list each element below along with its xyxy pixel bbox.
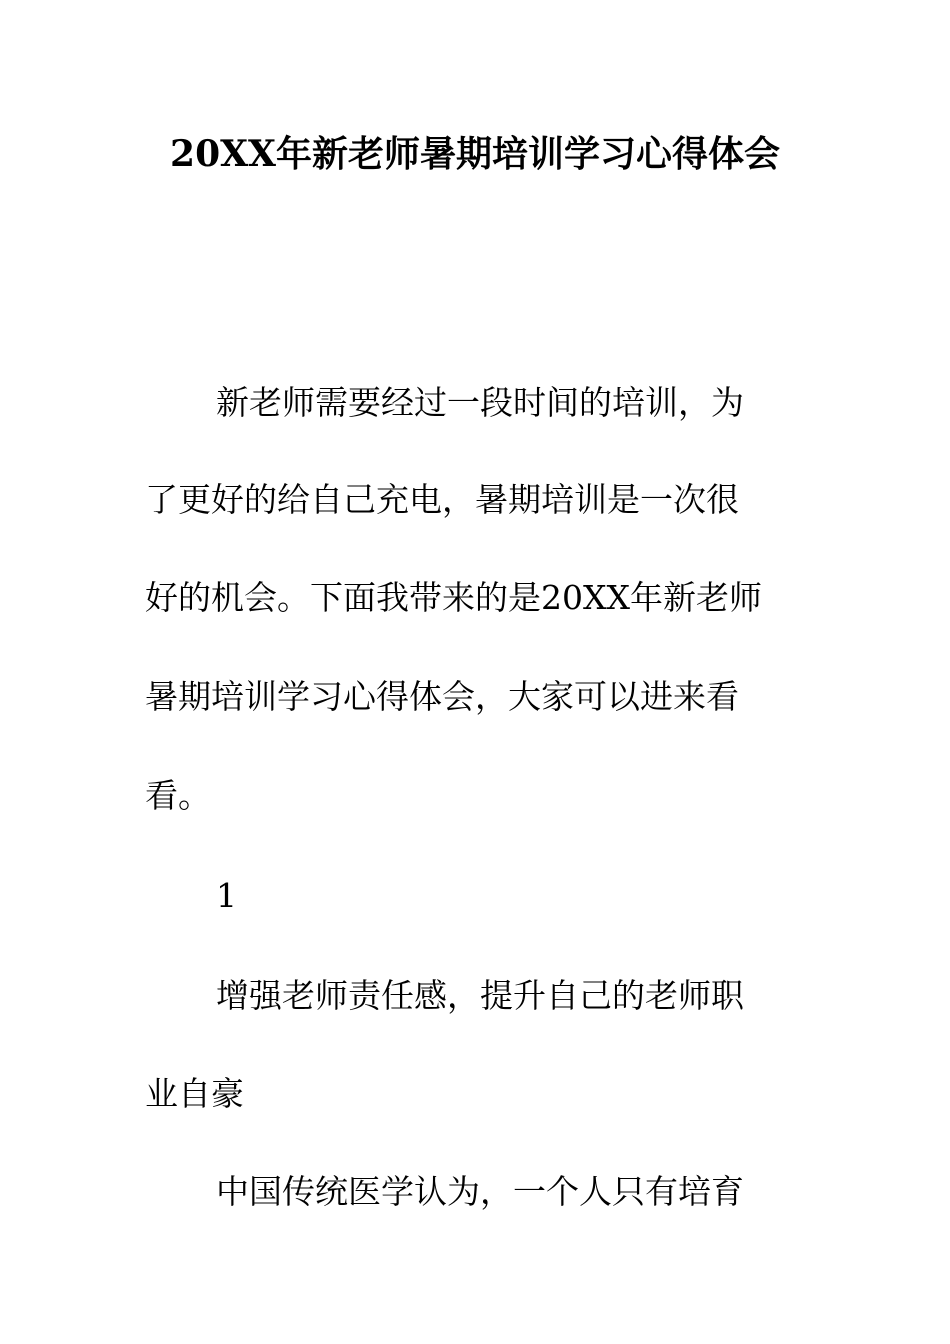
section-heading-line-1: 增强老师责任感，提升自己的老师职 [216,976,744,1015]
paragraph-1-line-1: 新老师需要经过一段时间的培训，为 [216,383,744,422]
paragraph-1-line-2: 了更好的给自己充电，暑期培训是一次很 [145,480,739,519]
paragraph-1-line-4: 暑期培训学习心得体会，大家可以进来看 [145,677,739,716]
paragraph-2-line-1: 中国传统医学认为，一个人只有培育 [216,1172,744,1211]
document-title: 20XX年新老师暑期培训学习心得体会 [170,133,780,175]
section-heading-line-2: 业自豪 [145,1074,244,1113]
paragraph-1-line-5: 看。 [145,776,211,815]
paragraph-1-line-3: 好的机会。下面我带来的是20XX年新老师 [145,578,762,617]
section-number: 1 [216,876,237,915]
